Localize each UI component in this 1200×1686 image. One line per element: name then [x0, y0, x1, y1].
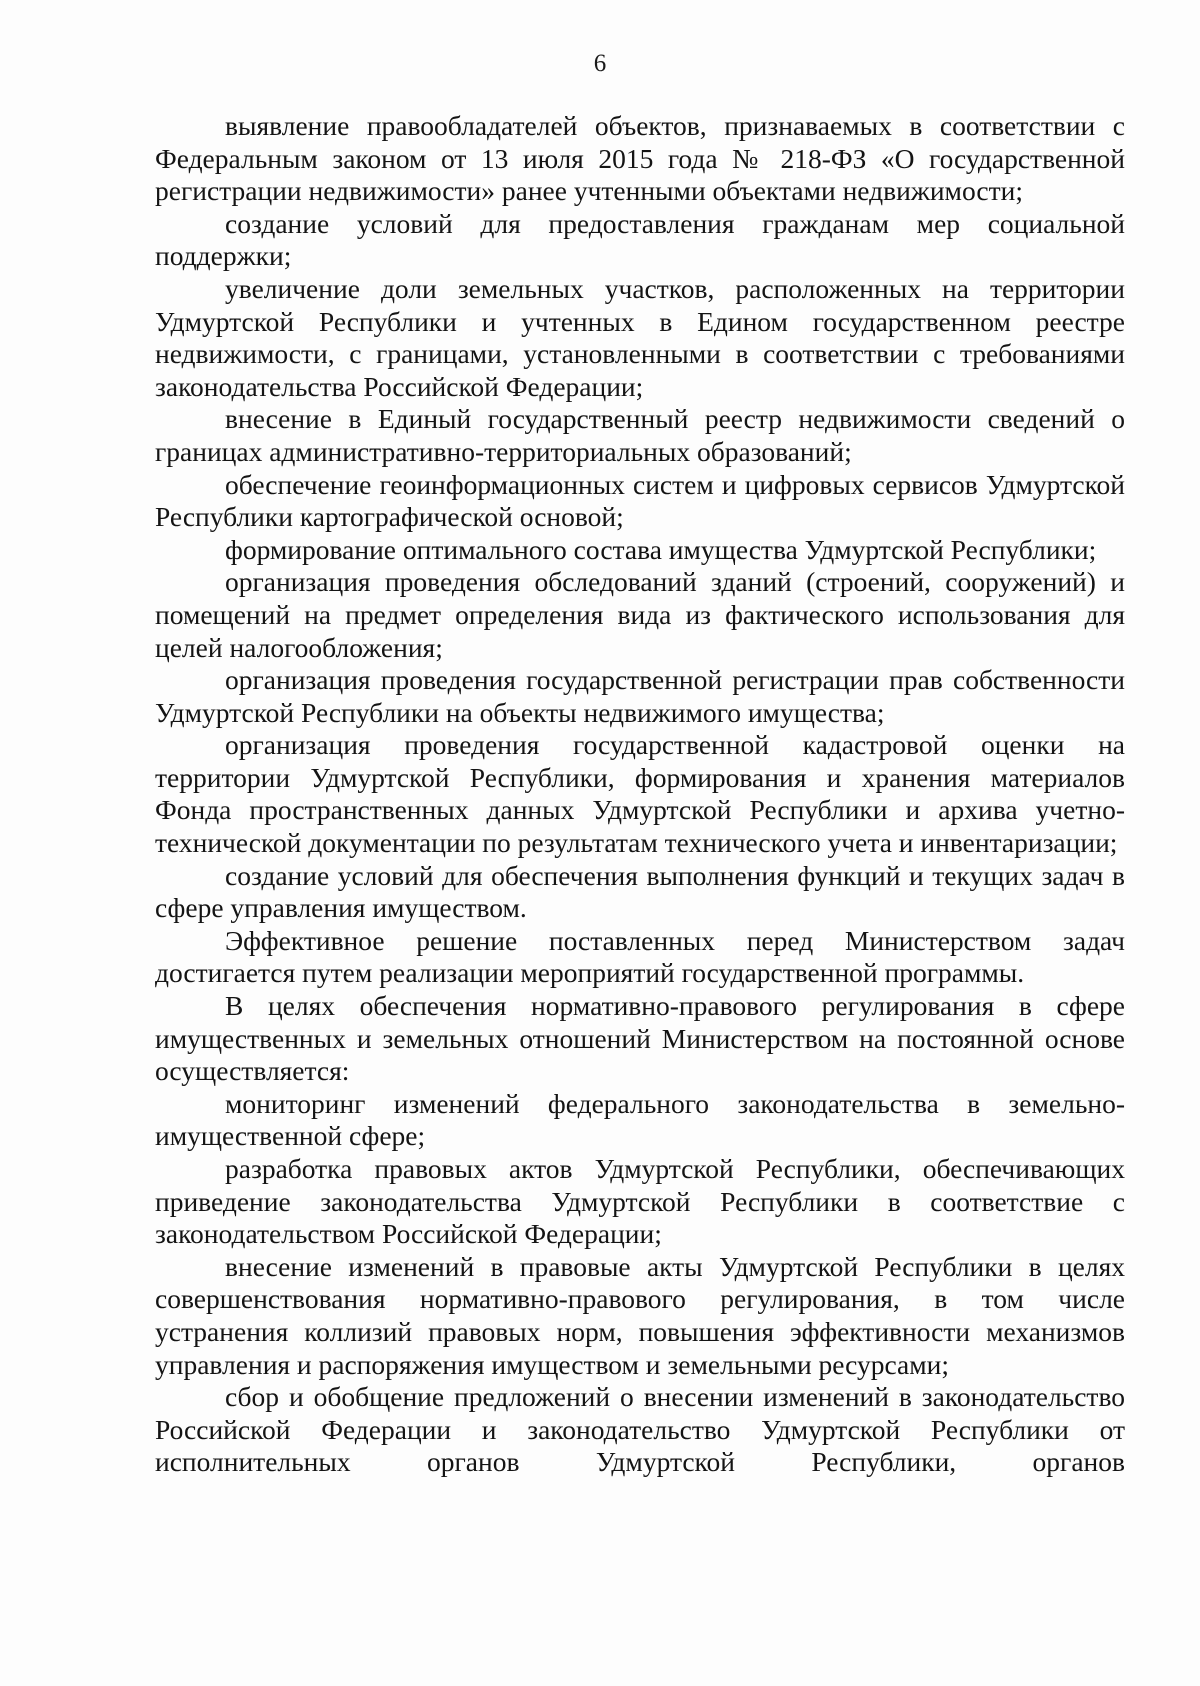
paragraph: создание условий для предоставления гражданам мер социальной поддержки; — [155, 207, 1125, 272]
paragraph: внесение изменений в правовые акты Удмуртской Республики в целях совершенствования нормативно-правового регулирования, в том числе устранения коллизий правовых норм, повышения эффективности механизмов управления и распоряжения имуществом и земельными ресурсами; — [155, 1250, 1125, 1380]
paragraph: организация проведения государственной кадастровой оценки на территории Удмуртской Республики, формирования и хранения материалов Фонда пространственных данных Удмуртской Республики и архива учетно-технической документации по результатам технического учета и инвентаризации; — [155, 729, 1125, 859]
paragraph: сбор и обобщение предложений о внесении изменений в законодательство Российской Федерации и законодательство Удмуртской Республики от исполнительных органов Удмуртской Республики, органов — [155, 1381, 1125, 1478]
paragraph: выявление правообладателей объектов, признаваемых в соответствии с Федеральным законом от 13 июля 2015 года № 218-ФЗ «О государственной регистрации недвижимости» ранее учтенными объектами недвижимости; — [155, 110, 1125, 207]
paragraph: внесение в Единый государственный реестр недвижимости сведений о границах административно-территориальных образований; — [155, 403, 1125, 467]
paragraph: создание условий для обеспечения выполнения функций и текущих задач в сфере управления имуществом. — [155, 859, 1125, 924]
paragraph: формирование оптимального состава имущества Удмуртской Республики; — [225, 533, 1097, 565]
paragraph: мониторинг изменений федерального законодательства в земельно-имущественной сфере; — [155, 1087, 1125, 1152]
document-body — [155, 110, 1125, 1479]
paragraph: разработка правовых актов Удмуртской Республики, обеспечивающих приведение законодательства Удмуртской Республики в соответствие с законодательством Российской Федерации; — [155, 1153, 1125, 1250]
page-number: 6 — [593, 50, 607, 77]
paragraph: увеличение доли земельных участков, расположенных на территории Удмуртской Республики и учтенных в Едином государственном реестре недвижимости, с границами, установленными в соответствии с требованиями законодательства Российской Федерации; — [155, 272, 1125, 402]
paragraph: Эффективное решение поставленных перед Министерством задач достигается путем реализации мероприятий государственной программы. — [155, 924, 1125, 989]
paragraph: В целях обеспечения нормативно-правового регулирования в сфере имущественных и земельных отношений Министерством на постоянной основе осуществляется: — [155, 990, 1125, 1087]
paragraph: организация проведения государственной регистрации прав собственности Удмуртской Республики на объекты недвижимого имущества; — [155, 664, 1125, 728]
paragraph: обеспечение геоинформационных систем и цифровых сервисов Удмуртской Республики картографической основой; — [155, 468, 1125, 533]
paragraph: организация проведения обследований зданий (строений, сооружений) и помещений на предмет определения вида из фактического использования для целей налогообложения; — [155, 566, 1125, 663]
